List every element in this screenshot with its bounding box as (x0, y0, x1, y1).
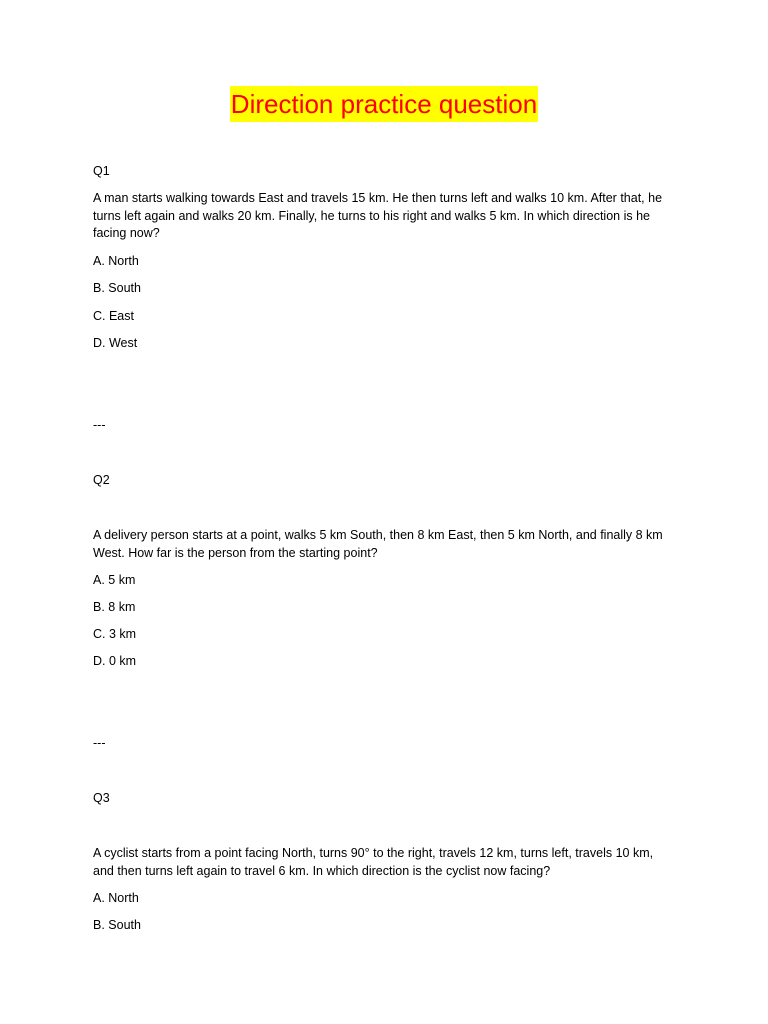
question-text: A delivery person starts at a point, walks 5 km South, then 8 km East, then 5 km North, and finally 8 km West. How far is the person from the starting point? (93, 528, 663, 560)
option-c: C. East (93, 309, 134, 323)
option-a: A. North (93, 254, 139, 268)
option-b: B. South (93, 281, 141, 295)
separator: --- (93, 418, 106, 432)
option-b: B. South (93, 918, 141, 932)
question-label: Q1 (93, 164, 110, 178)
page-title: Direction practice question (230, 86, 538, 122)
title-container (0, 86, 768, 122)
option-a: A. 5 km (93, 573, 136, 587)
question-label: Q3 (93, 791, 110, 805)
option-c: C. 3 km (93, 627, 137, 641)
option-a: A. North (93, 891, 139, 905)
option-d: D. West (93, 336, 138, 350)
question-label: Q2 (93, 473, 110, 487)
option-b: B. 8 km (93, 600, 136, 614)
separator: --- (93, 736, 106, 750)
question-text: A cyclist starts from a point facing North, turns 90° to the right, travels 12 km, turns left, travels 10 km, and then turns left again to travel 6 km. In which direction is the cyclist now facing? (93, 846, 654, 878)
question-text: A man starts walking towards East and travels 15 km. He then turns left and walks 10 km. After that, he turns left again and walks 20 km. Finally, he turns to his right and walks 5 km. In which direction is he facing now? (93, 191, 663, 240)
option-d: D. 0 km (93, 654, 137, 668)
